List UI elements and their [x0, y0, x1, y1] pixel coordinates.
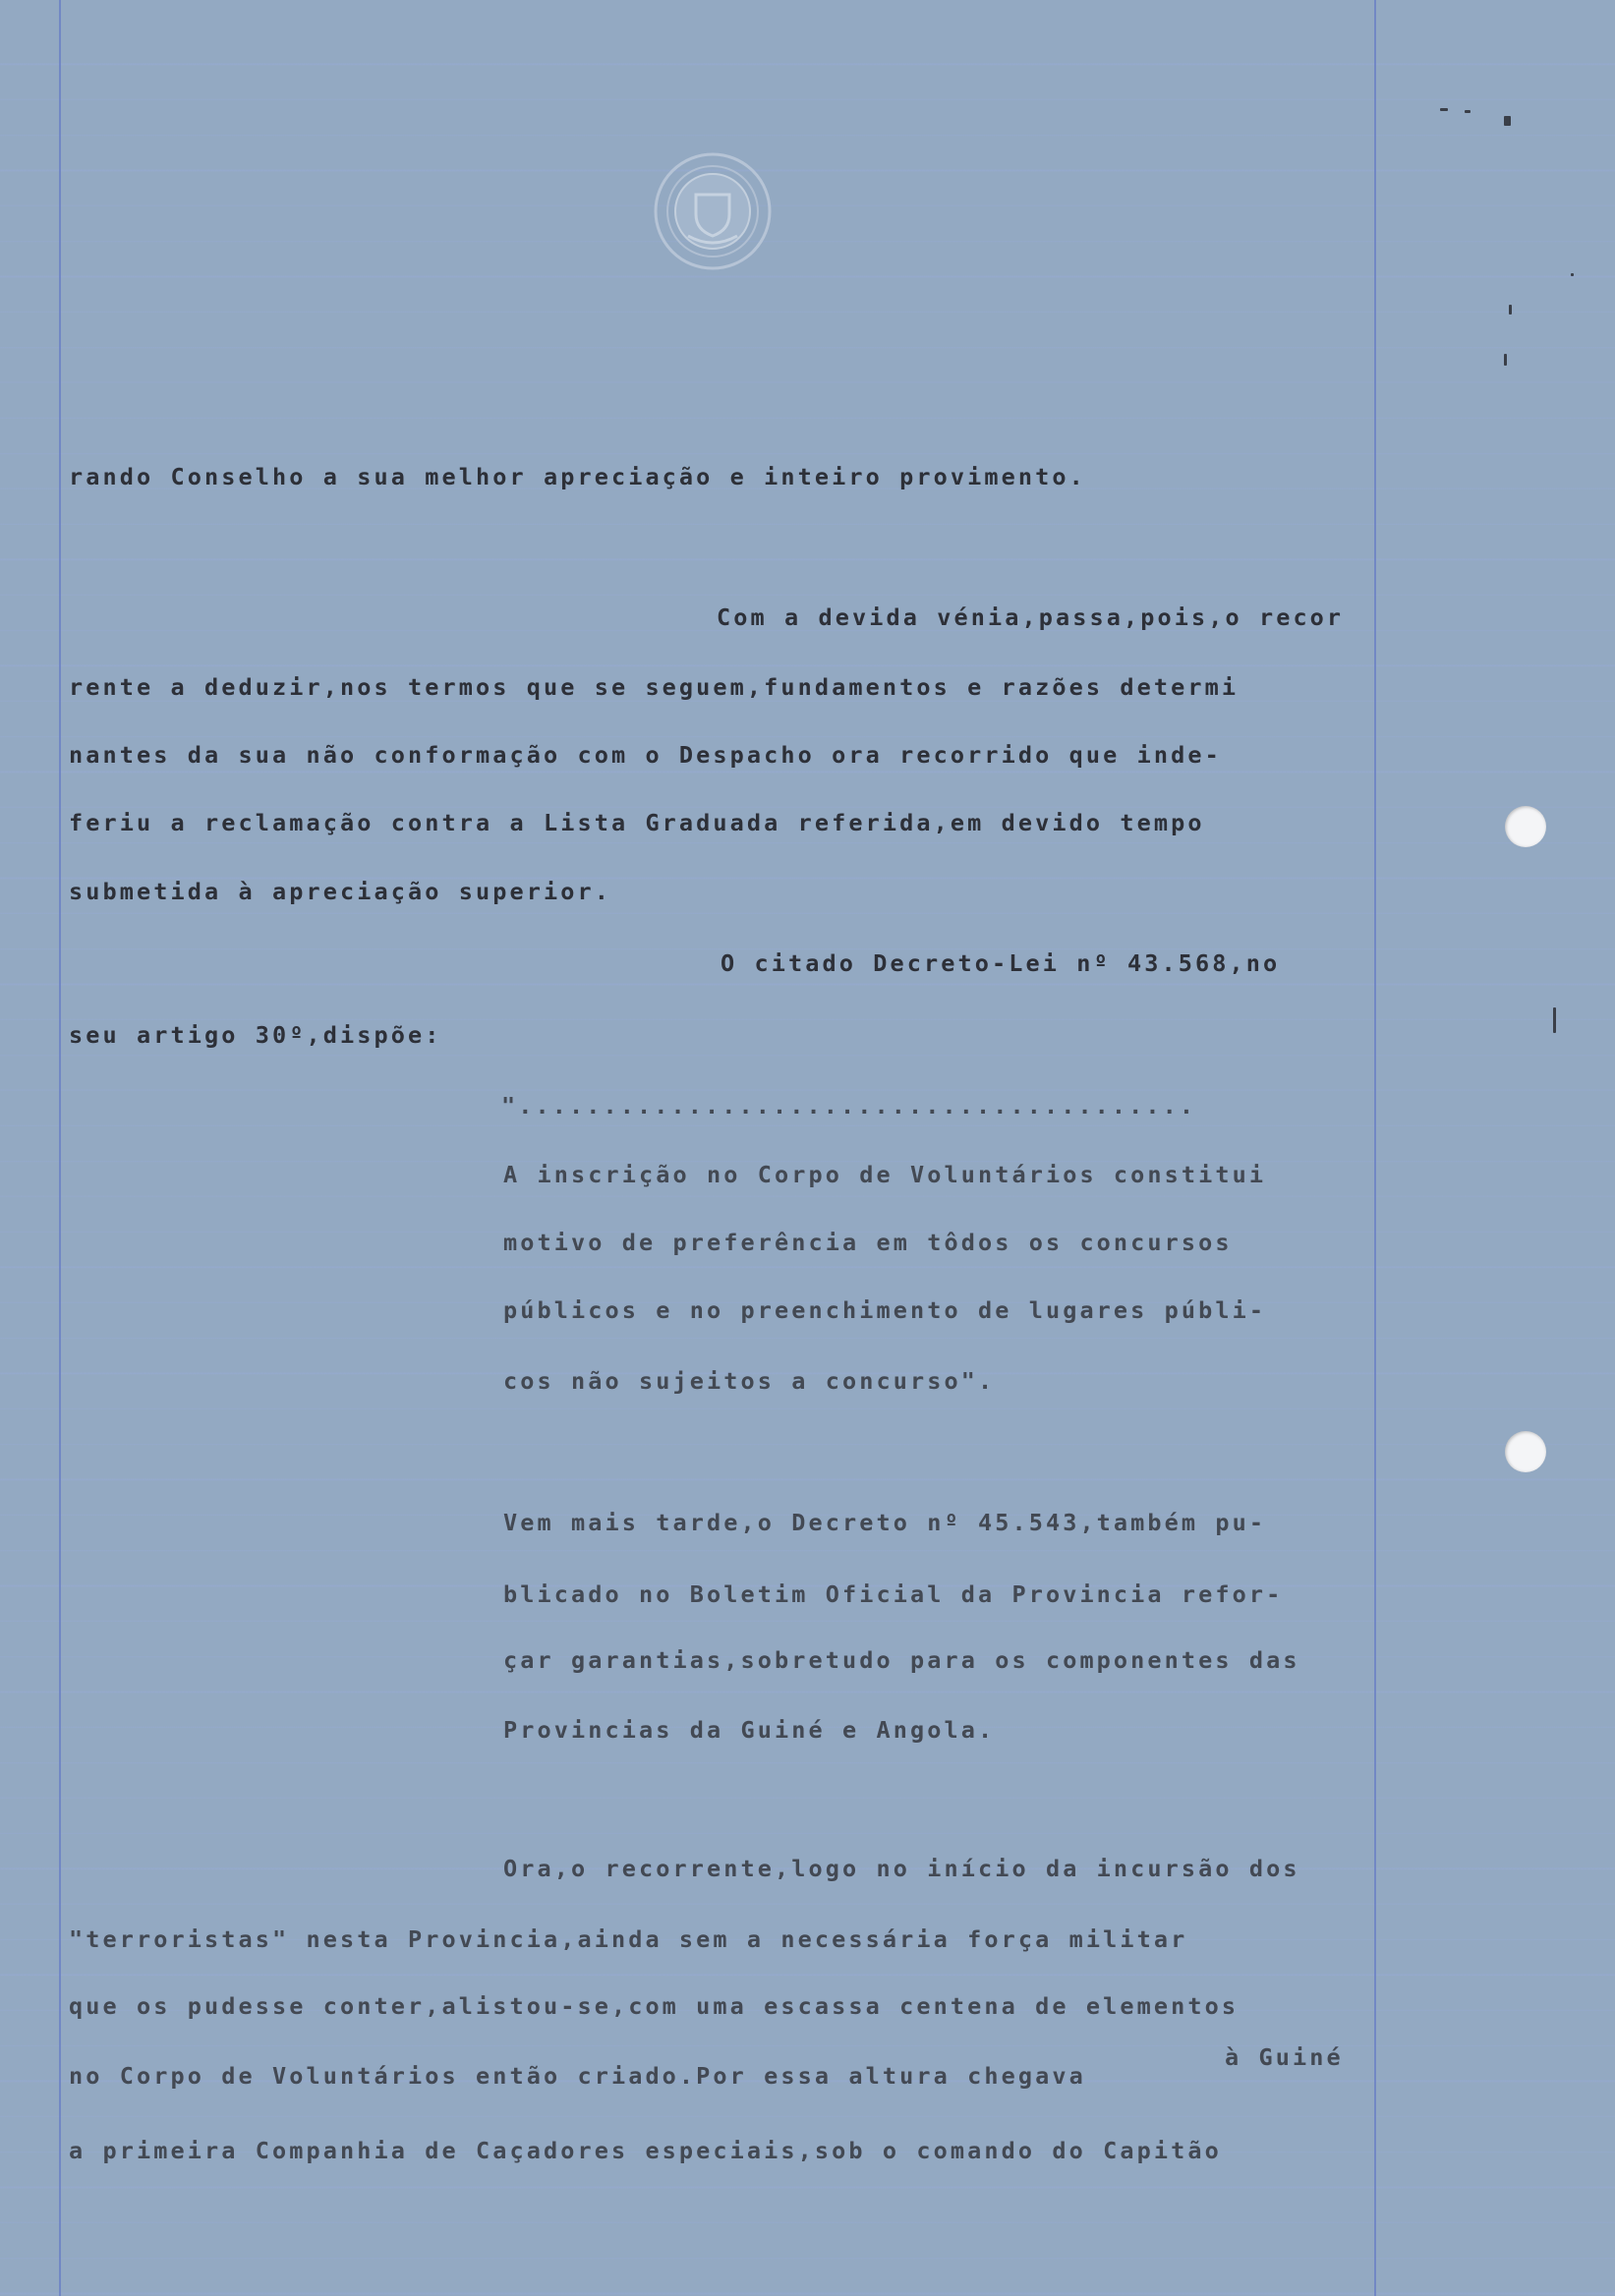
ink-speck [1440, 108, 1448, 111]
text-line: A inscrição no Corpo de Voluntários constitui [503, 1161, 1267, 1188]
text-line: submetida à apreciação superior. [69, 878, 611, 905]
text-line: "........................................ [501, 1092, 1197, 1119]
ink-speck [1553, 1007, 1556, 1033]
text-line: à Guiné [1225, 2043, 1344, 2071]
text-line: "terroristas" nesta Provincia,ainda sem a necessária força militar [69, 1925, 1188, 1953]
text-line: Vem mais tarde,o Decreto nº 45.543,também pu- [503, 1509, 1267, 1536]
text-line: rando Conselho a sua melhor apreciação e inteiro provimento. [69, 463, 1086, 490]
ink-speck [1465, 110, 1471, 113]
embossed-seal-icon [649, 147, 777, 275]
punch-hole-top [1505, 806, 1546, 847]
text-line: rente a deduzir,nos termos que se seguem,fundamentos e razões determi [69, 673, 1240, 701]
text-line: públicos e no preenchimento de lugares públi- [503, 1296, 1267, 1324]
text-line: O citado Decreto-Lei nº 43.568,no [721, 949, 1281, 977]
text-line: Com a devida vénia,passa,pois,o recor [717, 603, 1345, 631]
text-line: çar garantias,sobretudo para os componentes das [503, 1646, 1300, 1674]
text-line: blicado no Boletim Oficial da Provincia refor- [503, 1580, 1284, 1608]
text-line: feriu a reclamação contra a Lista Graduada referida,em devido tempo [69, 809, 1205, 836]
text-line: motivo de preferência em tôdos os concursos [503, 1229, 1233, 1256]
text-line: Ora,o recorrente,logo no início da incursão dos [503, 1855, 1300, 1882]
text-line: seu artigo 30º,dispõe: [69, 1021, 442, 1049]
ink-speck [1571, 273, 1574, 276]
right-margin-line [1374, 0, 1376, 2296]
ink-speck [1509, 305, 1512, 315]
text-line: que os pudesse conter,alistou-se,com uma escassa centena de elementos [69, 1992, 1240, 2020]
left-margin-line [59, 0, 61, 2296]
punch-hole-bottom [1505, 1431, 1546, 1472]
ink-speck [1504, 116, 1511, 126]
text-line: a primeira Companhia de Caçadores especiais,sob o comando do Capitão [69, 2137, 1222, 2164]
text-line: Provincias da Guiné e Angola. [503, 1716, 996, 1744]
text-line: cos não sujeitos a concurso". [503, 1367, 996, 1395]
text-line: nantes da sua não conformação com o Despacho ora recorrido que inde- [69, 741, 1222, 769]
text-line: no Corpo de Voluntários então criado.Por essa altura chegava [69, 2062, 1086, 2090]
ink-speck [1504, 354, 1507, 366]
